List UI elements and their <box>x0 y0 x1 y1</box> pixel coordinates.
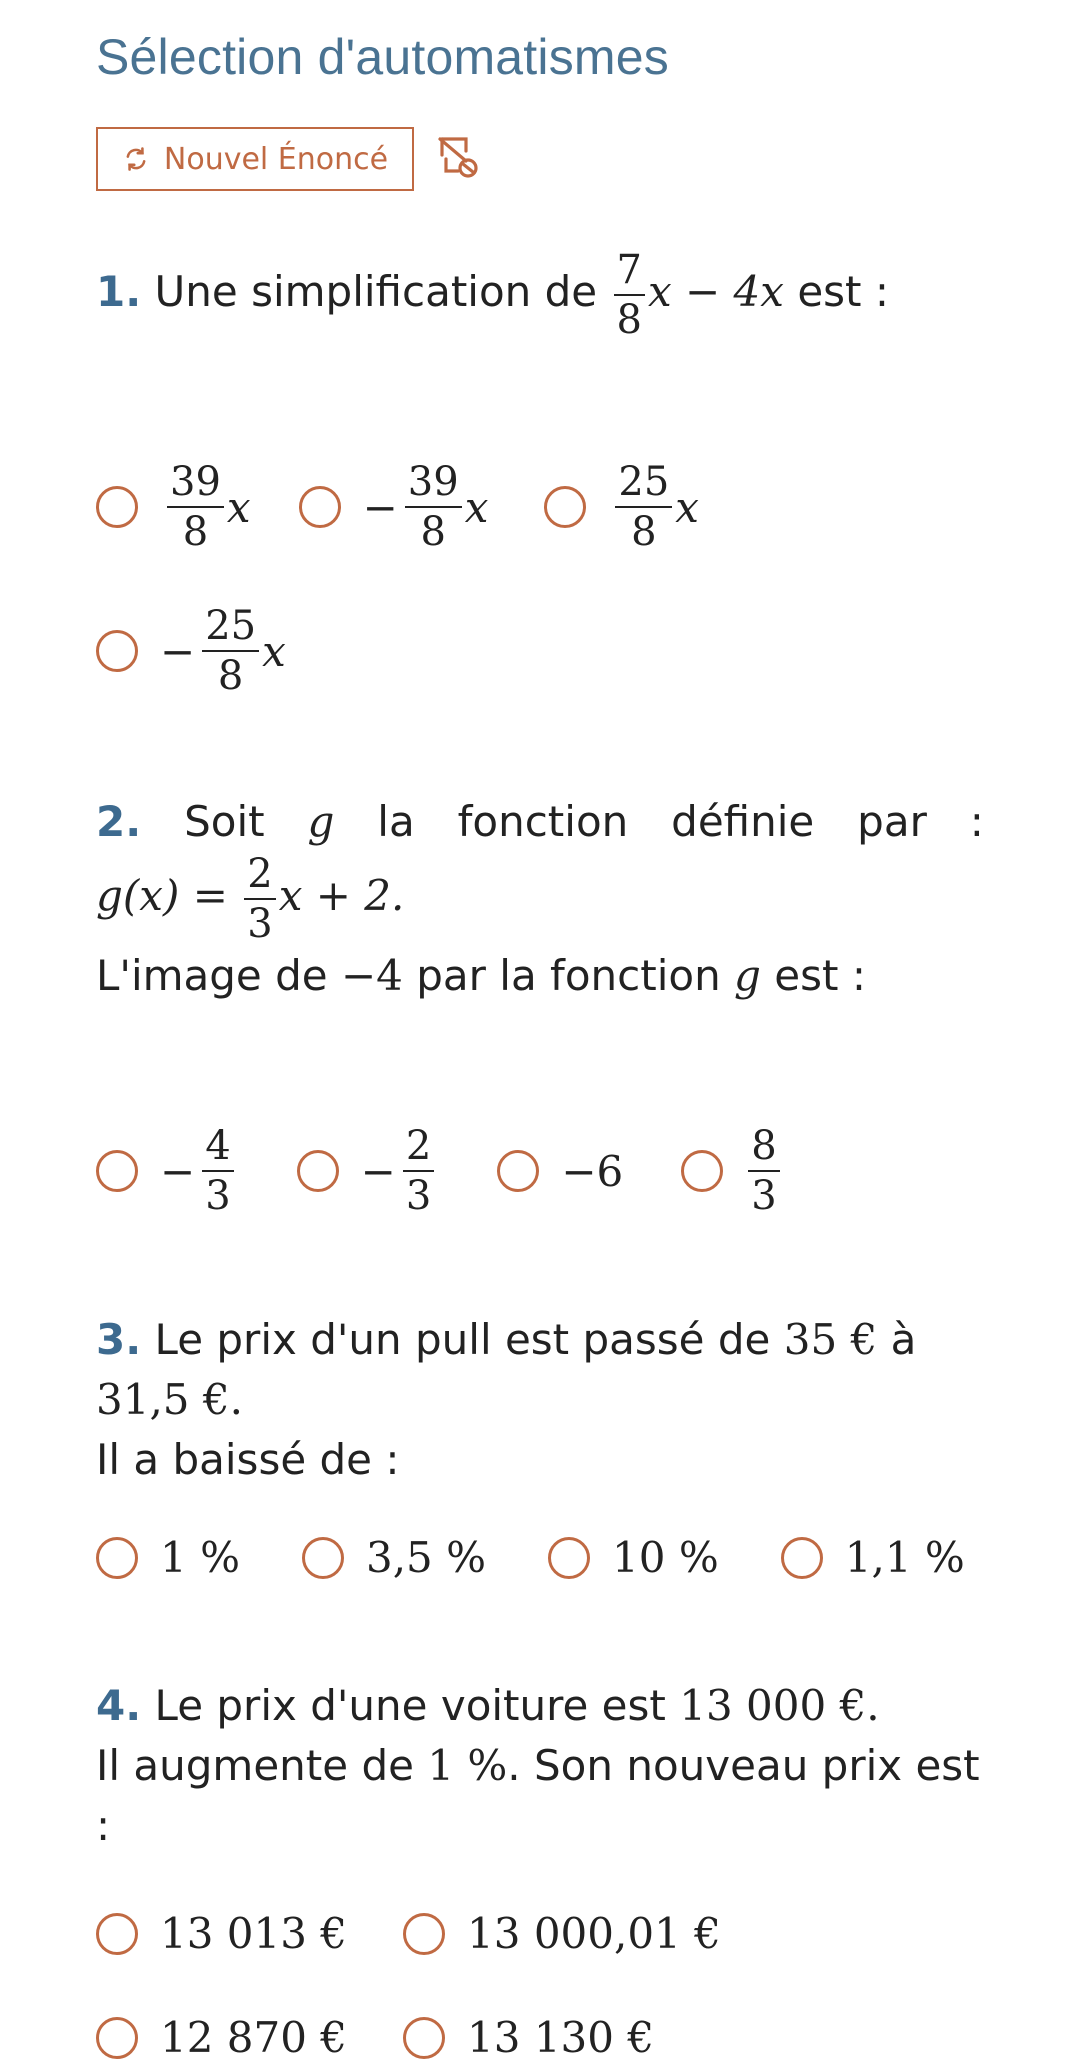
math-expression <box>611 247 798 343</box>
fraction-numerator: 25 <box>202 606 259 652</box>
option-label: 1 % <box>160 1533 240 1582</box>
answer-option[interactable] <box>781 1533 965 1582</box>
variable: g <box>734 951 761 1000</box>
option-label <box>160 1123 237 1219</box>
radio-button[interactable] <box>403 2017 445 2059</box>
radio-button[interactable] <box>497 1150 539 1192</box>
word: la <box>377 797 415 846</box>
radio-button[interactable] <box>96 486 138 528</box>
options-row <box>96 1909 721 1958</box>
fraction <box>615 459 672 555</box>
toolbar <box>96 127 484 191</box>
options-row <box>96 603 286 699</box>
fraction-numerator: 4 <box>202 1126 233 1172</box>
option-label: −6 <box>561 1146 624 1196</box>
fraction-numerator: 7 <box>614 250 645 296</box>
variable: x <box>464 482 489 532</box>
fraction <box>748 1123 779 1219</box>
fraction <box>202 1123 233 1219</box>
question-4 <box>96 1676 984 1856</box>
word: définie <box>671 797 815 846</box>
option-label: 12 870 € <box>160 2013 348 2062</box>
question-text: par la fonction <box>416 951 721 1000</box>
word: : <box>969 797 984 846</box>
question-line: Il a baissé de : <box>96 1435 400 1484</box>
answer-option[interactable] <box>96 2013 347 2062</box>
radio-button[interactable] <box>548 1537 590 1579</box>
question-2 <box>96 792 984 1006</box>
question-number: 1. <box>96 267 142 316</box>
fraction-numerator: 8 <box>748 1126 779 1172</box>
option-label: 13 130 € <box>467 2013 655 2062</box>
question-number: 2. <box>96 797 142 846</box>
fraction <box>614 247 645 343</box>
answer-option[interactable] <box>96 603 286 699</box>
answer-option[interactable] <box>299 459 489 555</box>
options-row <box>96 1123 783 1219</box>
fraction-denominator: 3 <box>751 1173 777 1219</box>
option-label <box>362 459 489 555</box>
options-row <box>96 2013 654 2062</box>
radio-button[interactable] <box>781 1537 823 1579</box>
radio-button[interactable] <box>96 2017 138 2059</box>
variable: g <box>307 797 335 846</box>
crop-settings-icon[interactable] <box>436 135 484 183</box>
question-line <box>96 946 984 1006</box>
options-row <box>96 459 699 555</box>
variable: x <box>226 482 251 532</box>
radio-button[interactable] <box>96 630 138 672</box>
radio-button[interactable] <box>403 1913 445 1955</box>
question-text: est : <box>774 951 866 1000</box>
fraction-denominator: 3 <box>405 1173 432 1219</box>
option-label <box>745 1123 782 1219</box>
expression-tail: x − 4x <box>647 267 784 316</box>
answer-option[interactable] <box>544 459 699 555</box>
question-text: à <box>890 1315 917 1364</box>
option-label: 13 013 € <box>160 1909 348 1958</box>
fraction-numerator: 39 <box>167 462 224 508</box>
fraction-denominator: 8 <box>217 653 244 699</box>
radio-button[interactable] <box>96 1537 138 1579</box>
new-statement-button[interactable] <box>96 127 414 191</box>
radio-button[interactable] <box>96 1913 138 1955</box>
answer-option[interactable] <box>96 1123 237 1219</box>
fraction-denominator: 8 <box>616 297 642 343</box>
fraction <box>202 603 259 699</box>
question-1 <box>96 247 984 343</box>
function-rhs: x + 2. <box>278 871 405 920</box>
answer-option[interactable] <box>403 1909 721 1958</box>
fraction-denominator: 8 <box>420 509 446 555</box>
option-label: 3,5 % <box>365 1533 487 1582</box>
question-text: L'image de <box>96 951 328 1000</box>
page-title: Sélection d'automatismes <box>96 29 669 85</box>
sign: − <box>160 1146 196 1196</box>
fraction <box>403 1123 434 1219</box>
fraction-denominator: 8 <box>182 509 209 555</box>
question-number: 3. <box>96 1315 142 1364</box>
fraction-denominator: 8 <box>631 509 657 555</box>
question-line <box>96 792 984 852</box>
word: fonction <box>457 797 629 846</box>
radio-button[interactable] <box>681 1150 723 1192</box>
question-number: 4. <box>96 1681 142 1730</box>
option-label: 13 000,01 € <box>467 1909 721 1958</box>
word: Soit <box>184 797 265 846</box>
question-text: Une simplification de <box>154 267 598 316</box>
answer-option[interactable] <box>403 2013 654 2062</box>
fraction-denominator: 3 <box>205 1173 231 1219</box>
answer-option[interactable] <box>297 1123 438 1219</box>
sign: − <box>360 1146 396 1196</box>
new-statement-label: Nouvel Énoncé <box>163 141 389 177</box>
fraction-numerator: 25 <box>615 462 672 508</box>
answer-option[interactable] <box>681 1123 782 1219</box>
fraction <box>405 459 462 555</box>
options-row <box>96 1533 965 1582</box>
radio-button[interactable] <box>302 1537 344 1579</box>
variable: x <box>675 482 699 532</box>
question-text-end: est : <box>797 267 890 316</box>
sign: − <box>362 482 398 532</box>
question-line <box>96 1310 984 1430</box>
radio-button[interactable] <box>297 1150 339 1192</box>
question-3 <box>96 1310 984 1490</box>
option-label <box>360 1123 438 1219</box>
option-label: 1,1 % <box>844 1533 965 1582</box>
fraction-numerator: 2 <box>244 854 275 900</box>
question-line <box>96 1676 984 1736</box>
math-value: 35 € <box>783 1315 878 1364</box>
answer-option[interactable] <box>96 459 251 555</box>
sign: − <box>160 626 196 676</box>
fraction <box>167 459 224 555</box>
variable: x <box>262 626 286 676</box>
refresh-icon <box>122 145 150 173</box>
question-text: Le prix d'une voiture est <box>154 1681 666 1730</box>
answer-option[interactable] <box>548 1533 719 1582</box>
math-value: 1 % <box>427 1741 508 1790</box>
function-lhs: g(x) = <box>96 871 228 920</box>
question-line <box>96 1736 984 1856</box>
math-value: 31,5 €. <box>96 1375 243 1424</box>
question-text: . Son nouveau prix est : <box>96 1741 980 1850</box>
radio-button[interactable] <box>544 486 586 528</box>
question-text: Il augmente de <box>96 1741 414 1790</box>
option-label <box>160 603 286 699</box>
fraction-numerator: 2 <box>403 1126 434 1172</box>
radio-button[interactable] <box>96 1150 138 1192</box>
math-value: 13 000 €. <box>679 1681 880 1730</box>
answer-option[interactable] <box>302 1533 486 1582</box>
option-label: 10 % <box>612 1533 719 1582</box>
answer-option[interactable] <box>497 1147 623 1196</box>
function-definition <box>96 851 984 947</box>
question-text: Le prix d'un pull est passé de <box>154 1315 771 1364</box>
answer-option[interactable] <box>96 1533 240 1582</box>
radio-button[interactable] <box>299 486 341 528</box>
answer-option[interactable] <box>96 1909 347 1958</box>
fraction-numerator: 39 <box>405 462 462 508</box>
word: par <box>857 797 927 846</box>
fraction <box>244 851 275 947</box>
fraction-denominator: 3 <box>247 901 273 947</box>
option-label <box>160 459 251 555</box>
option-label <box>608 459 699 555</box>
math-value: −4 <box>340 951 403 1000</box>
